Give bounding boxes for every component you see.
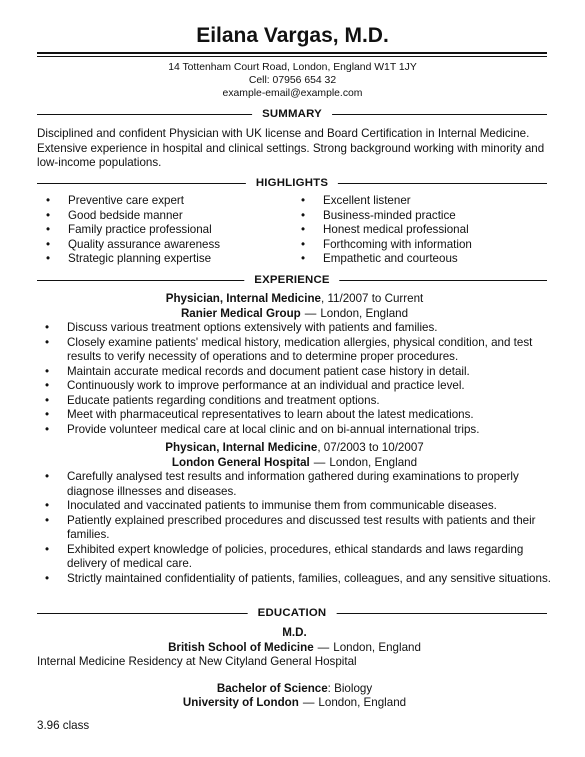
employer: London General Hospital	[171, 455, 310, 469]
cell-phone: Cell: 07956 654 32	[248, 75, 337, 86]
job-title: Physican, Internal Medicine	[165, 441, 318, 454]
summary-text: Disciplined and confident Physician with UK license and Board Certification in Internal Medicine. Extensive experience in hospital and clinical settings. Strong background working with minority and low-income populations.	[37, 127, 545, 169]
highlights-left	[38, 194, 298, 267]
degree-field: : Biology	[327, 681, 373, 695]
job-bullet: • Carefully analysed test results and information gathered during examinations to properly diagnose illnesses and diseases.	[37, 470, 552, 499]
school-location: London, England	[318, 696, 407, 709]
job-bullet: • Continuously work to improve performance at an individual and practice level.	[37, 379, 552, 394]
highlights-right	[293, 194, 553, 267]
job-bullet: • Strictly maintained confidentiality of patients, families, colleagues, and any sensitive situations.	[37, 572, 552, 587]
education-list	[37, 626, 552, 733]
job-location: London, England	[329, 455, 418, 469]
education-note: Internal Medicine Residency at New Cityland General Hospital	[37, 655, 357, 668]
degree-line	[37, 626, 552, 641]
highlight-item: • Honest medical professional	[293, 223, 553, 238]
experience-heading	[37, 273, 547, 287]
email: example-email@example.com	[222, 88, 363, 99]
school-line	[37, 696, 552, 711]
candidate-name: Eilana Vargas, M.D.	[196, 24, 389, 47]
spacer	[37, 711, 552, 719]
section-label: EXPERIENCE	[244, 273, 339, 287]
highlight-item: • Family practice professional	[38, 223, 298, 238]
highlight-item: • Empathetic and courteous	[293, 252, 553, 267]
education-heading	[37, 606, 547, 620]
employer-line	[37, 456, 552, 471]
job-entry	[37, 441, 552, 586]
address: 14 Tottenham Court Road, London, England W1T 1JY	[168, 62, 417, 73]
employer: Ranier Medical Group	[180, 306, 301, 320]
job-bullet: • Inoculated and vaccinated patients to immunise them from communicable diseases.	[37, 499, 552, 514]
highlight-item: • Quality assurance awareness	[38, 238, 298, 253]
degree-line	[37, 682, 552, 697]
job-bullet: • Exhibited expert knowledge of policies, procedures, ethical standards and laws regarding delivery of medical care.	[37, 543, 552, 572]
degree: M.D.	[282, 626, 307, 639]
spacer	[37, 670, 552, 682]
highlight-item: • Excellent listener	[293, 194, 553, 209]
employer-line	[37, 307, 552, 322]
section-label: HIGHLIGHTS	[246, 176, 338, 190]
summary-heading	[37, 107, 547, 121]
job-bullet: • Meet with pharmaceutical representatives to learn about the latest medications.	[37, 408, 552, 423]
highlight-item: • Strategic planning expertise	[38, 252, 298, 267]
degree: Bachelor of Science	[216, 681, 328, 695]
job-bullet: • Maintain accurate medical records and document patient case history in detail.	[37, 365, 552, 380]
header-rule	[37, 52, 547, 57]
school: University of London	[182, 696, 299, 709]
highlights-heading	[37, 176, 547, 190]
job-entry	[37, 292, 552, 437]
section-label: SUMMARY	[252, 107, 332, 121]
school-location: London, England	[333, 640, 421, 654]
job-bullet: • Provide volunteer medical care at local clinic and on bi-annual international trips.	[37, 423, 552, 438]
dash: —	[317, 640, 330, 654]
dash: —	[302, 696, 315, 709]
school: British School of Medicine	[168, 640, 314, 654]
job-dates: , 11/2007 to Current	[321, 292, 424, 305]
education-note: 3.96 class	[37, 718, 90, 732]
highlight-item: • Forthcoming with information	[293, 238, 553, 253]
dash: —	[313, 455, 326, 469]
job-title-line	[37, 292, 552, 307]
job-bullet: • Discuss various treatment options extensively with patients and families.	[37, 321, 552, 336]
job-bullet: • Closely examine patients' medical history, medication allergies, physical condition, and test results to verify necessity of operations and to determine proper procedures.	[37, 336, 552, 365]
job-title-line	[37, 441, 552, 456]
highlight-item: • Preventive care expert	[38, 194, 298, 209]
dash: —	[304, 306, 317, 320]
highlight-item: • Business-minded practice	[293, 209, 553, 224]
job-title: Physician, Internal Medicine	[165, 292, 321, 305]
section-label: EDUCATION	[248, 606, 337, 620]
job-bullet: • Patiently explained prescribed procedures and discussed test results with patients and their families.	[37, 514, 552, 543]
highlight-item: • Good bedside manner	[38, 209, 298, 224]
job-bullet: • Educate patients regarding conditions and treatment options.	[37, 394, 552, 409]
job-dates: , 07/2003 to 10/2007	[317, 441, 424, 454]
contact-info	[0, 61, 585, 100]
school-line	[37, 641, 552, 656]
job-location: London, England	[320, 306, 409, 320]
